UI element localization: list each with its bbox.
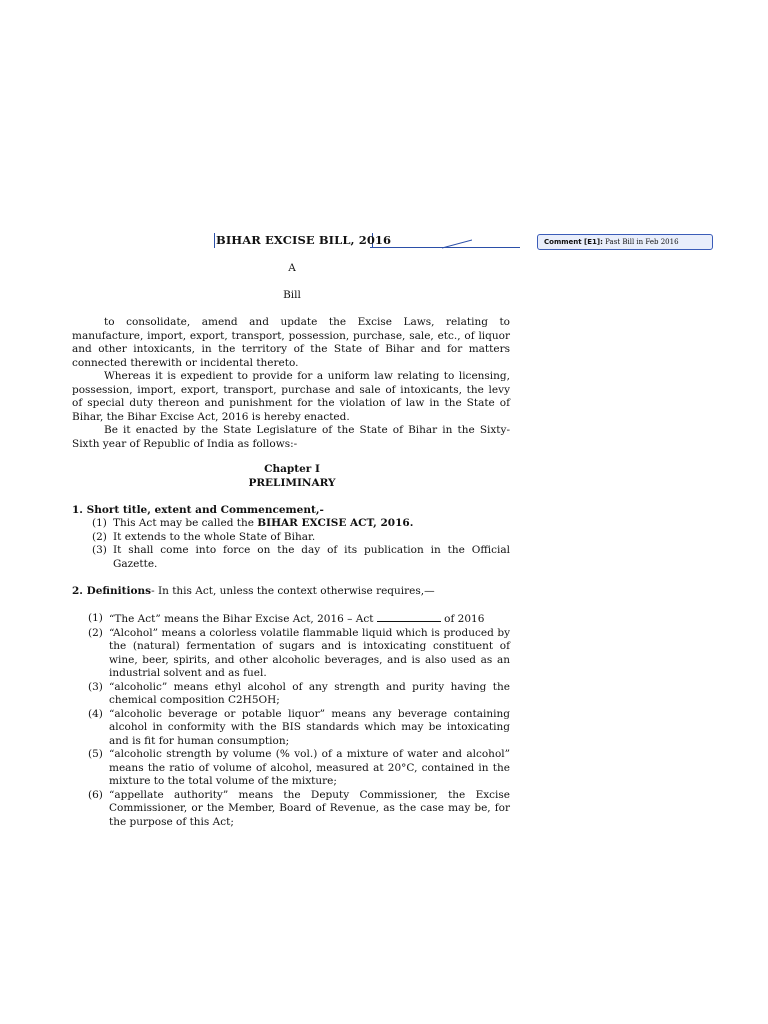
section-1-heading: 1. Short title, extent and Commencement,-: [72, 504, 324, 516]
item-text: It extends to the whole State of Bihar.: [113, 530, 316, 543]
item-number: (2): [88, 626, 103, 639]
item-text: “alcoholic strength by volume (% vol.) of a mixture of water and alcohol” means the ratio of volume of alcohol, measured at 20°C, contained in the mixture to the total volume of the mixture;: [109, 748, 510, 787]
chapter-number: Chapter I: [264, 463, 320, 475]
preamble-paragraph-1: to consolidate, amend and update the Excise Laws, relating to manufacture, import, export, transport, possession, purchase, sale, etc., of liquor and other intoxicants, in the territory of the State of Bihar and for matters connected therewith or incidental thereto.: [72, 316, 510, 369]
blank-line: [377, 612, 441, 622]
list-item: [88, 789, 510, 830]
list-item: [88, 612, 510, 627]
item-tail: of 2016: [444, 613, 485, 625]
item-number: (3): [88, 680, 103, 693]
comment-connector-line: [442, 238, 472, 250]
section-2-heading-line: [72, 585, 510, 599]
bill-word: Bill: [283, 289, 301, 301]
document-title[interactable]: BIHAR EXCISE BILL, 2016: [216, 233, 392, 247]
section-1-list: [92, 517, 510, 571]
item-text: “The Act” means the Bihar Excise Act, 2016 – Act: [109, 613, 374, 625]
list-item: [88, 681, 510, 708]
item-text: “alcoholic beverage or potable liquor” means any beverage containing alcohol in conformity with the BIS standards which may be intoxicating and is fit for human consumption;: [109, 707, 510, 747]
item-number: (6): [88, 788, 103, 801]
item-text: This Act may be called the: [113, 517, 258, 529]
list-item: [88, 627, 510, 681]
section-2-list: [88, 612, 510, 829]
preamble-paragraph-2: Whereas it is expedient to provide for a uniform law relating to licensing, possession, import, export, transport, purchase and sale of intoxicants, the levy of special duty thereon and punishment for the violation of law in the State of Bihar, the Bihar Excise Act, 2016 is hereby enacted.: [72, 370, 510, 423]
list-item: [92, 531, 510, 545]
section-2-intro: - In this Act, unless the context otherwise requires,—: [151, 585, 435, 597]
list-item: [88, 708, 510, 749]
item-text: “Alcohol” means a colorless volatile flammable liquid which is produced by the (natural) fermentation of sugars and is intoxicating constituent of wine, beer, spirits, and other alcoholic beverages, and is also used as an industrial solvent and as fuel.: [109, 626, 510, 679]
comment-text: Past Bill in Feb 2016: [605, 238, 679, 246]
item-number: (2): [92, 530, 107, 543]
item-text: It shall come into force on the day of its publication in the Official Gazette.: [113, 544, 510, 570]
article-a: A: [288, 262, 296, 274]
comment-anchor-underline: [370, 247, 520, 248]
list-item: [92, 517, 510, 531]
list-item: [92, 544, 510, 571]
item-text: “alcoholic” means ethyl alcohol of any strength and purity having the chemical composition C2H5OH;: [109, 680, 510, 706]
list-item: [88, 748, 510, 789]
comment-label: Comment [E1]:: [544, 238, 603, 246]
preamble-paragraph-3: Be it enacted by the State Legislature of the State of Bihar in the Sixty-Sixth year of Republic of India as follows:-: [72, 424, 510, 450]
item-number: (4): [88, 707, 103, 720]
item-text: “appellate authority” means the Deputy Commissioner, the Excise Commissioner, or the Member, Board of Revenue, as the case may be, for the purpose of this Act;: [109, 788, 510, 828]
item-number: (5): [88, 748, 103, 760]
chapter-name: PRELIMINARY: [248, 477, 336, 489]
item-number: (1): [88, 612, 103, 624]
section-2-heading: 2. Definitions: [72, 585, 152, 597]
comment-balloon[interactable]: [537, 234, 713, 250]
item-number: (1): [92, 517, 107, 529]
item-number: (3): [92, 544, 107, 556]
item-bold-text: BIHAR EXCISE ACT, 2016.: [257, 517, 414, 529]
